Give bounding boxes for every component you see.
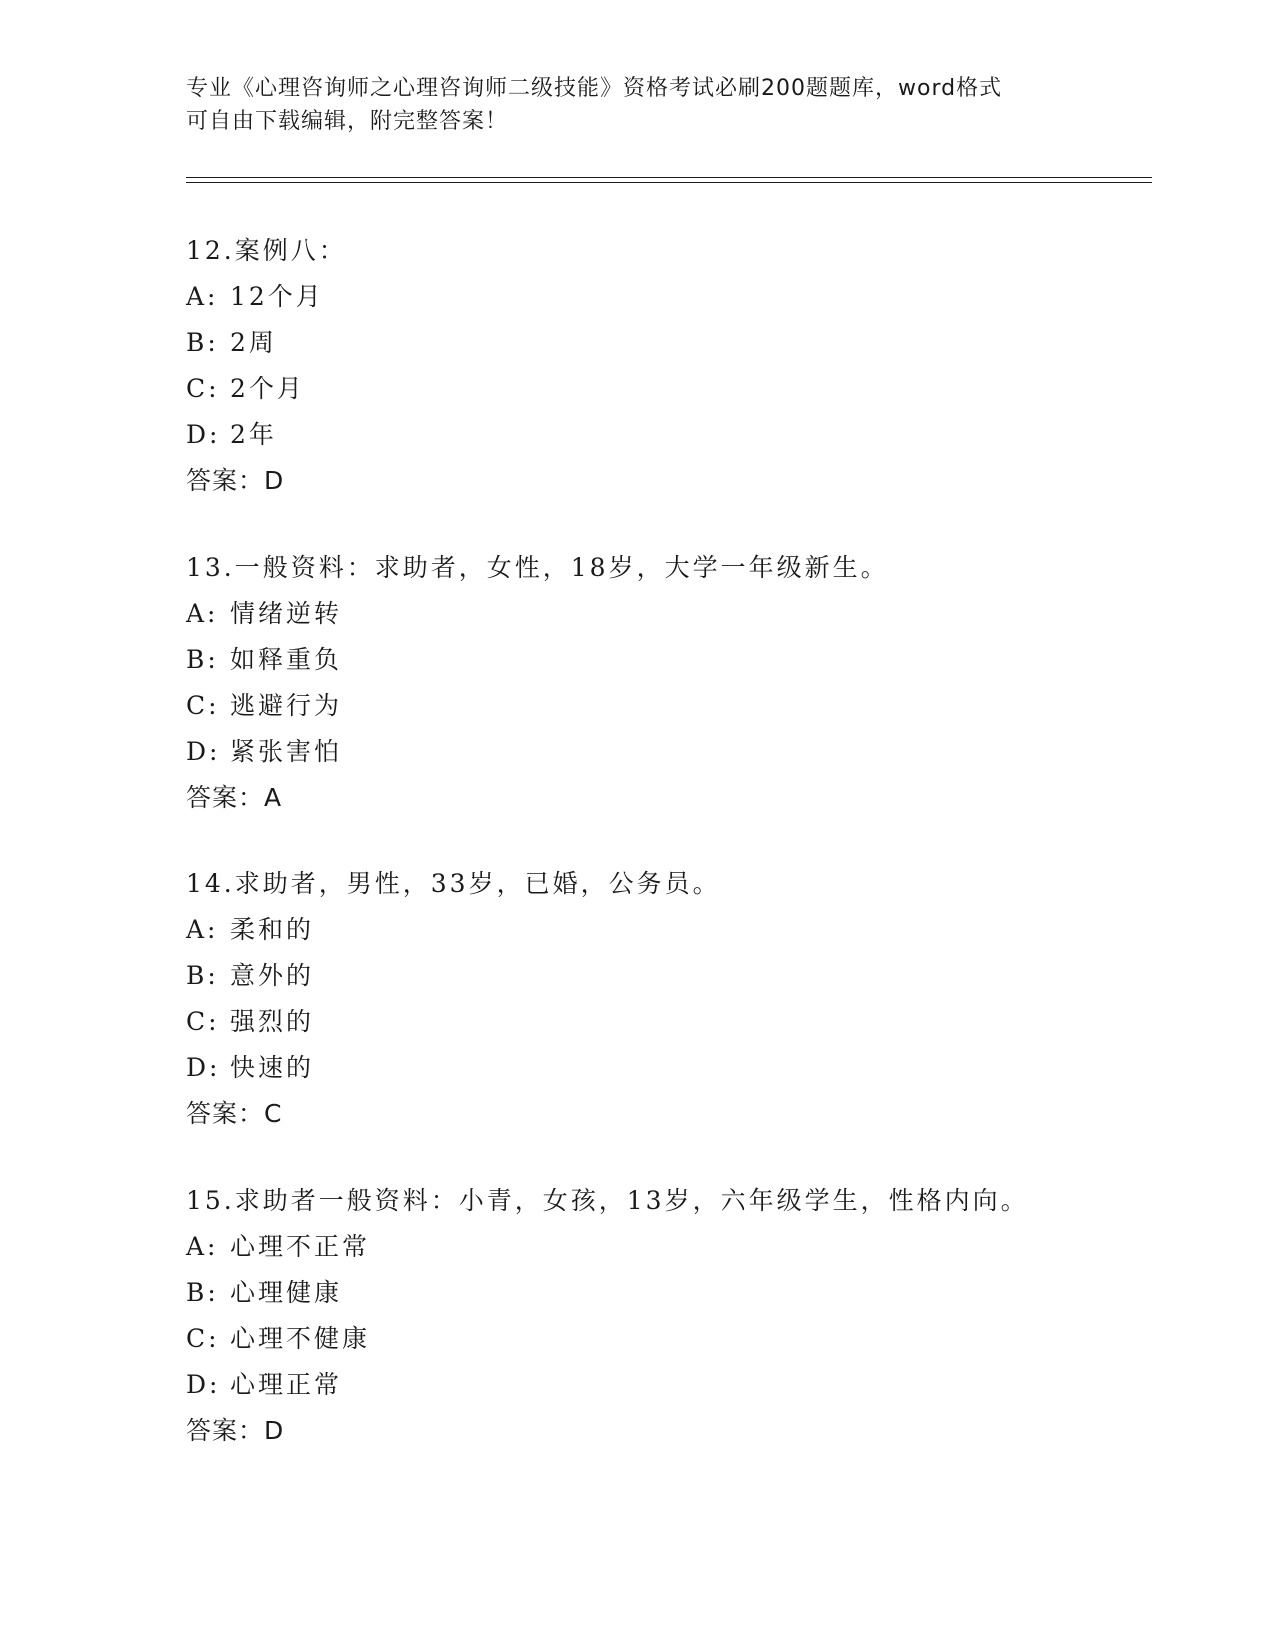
option-letter: A:	[186, 1232, 219, 1261]
option-d	[186, 412, 1186, 458]
option-letter: B:	[186, 328, 219, 357]
option-text: 心理不正常	[230, 1232, 371, 1261]
option-a	[186, 274, 1186, 320]
option-d	[186, 1362, 1186, 1408]
option-d	[186, 1045, 1186, 1091]
option-d	[186, 729, 1186, 775]
header-line-1: 专业《心理咨询师之心理咨询师二级技能》资格考试必刷200题题库，word格式	[186, 76, 1003, 101]
option-a	[186, 591, 1186, 637]
answer: 答案：C	[186, 1099, 283, 1128]
question-stem: 15.求助者一般资料：小青，女孩，13岁，六年级学生，性格内向。	[186, 1186, 1029, 1215]
option-text: 快速的	[230, 1053, 315, 1082]
option-c	[186, 683, 1186, 729]
answer: 答案：D	[186, 1416, 285, 1445]
question-stem: 12.案例八：	[186, 236, 347, 265]
document-header	[186, 72, 1086, 138]
option-c	[186, 366, 1186, 412]
question-15	[186, 1178, 1186, 1454]
option-letter: A:	[186, 282, 219, 311]
option-text: 紧张害怕	[230, 737, 343, 766]
option-text: 柔和的	[230, 915, 315, 944]
option-text: 意外的	[230, 961, 315, 990]
answer: 答案：D	[186, 466, 285, 495]
option-letter: C:	[186, 691, 220, 720]
question-stem: 14.求助者，男性，33岁，已婚，公务员。	[186, 869, 721, 898]
option-b	[186, 953, 1186, 999]
option-text: 心理不健康	[230, 1324, 371, 1353]
option-c	[186, 1316, 1186, 1362]
option-text: 情绪逆转	[230, 599, 343, 628]
option-b	[186, 1270, 1186, 1316]
header-divider-bottom	[186, 182, 1152, 183]
question-13	[186, 545, 1186, 821]
option-a	[186, 907, 1186, 953]
answer: 答案：A	[186, 783, 283, 812]
option-text: 2年	[230, 420, 277, 449]
option-a	[186, 1224, 1186, 1270]
option-text: 如释重负	[230, 645, 343, 674]
option-c	[186, 999, 1186, 1045]
option-letter: D:	[186, 420, 221, 449]
option-letter: C:	[186, 1324, 220, 1353]
header-line-2: 可自由下载编辑，附完整答案！	[186, 109, 509, 134]
option-text: 心理健康	[230, 1278, 343, 1307]
option-text: 12个月	[230, 282, 324, 311]
option-letter: D:	[186, 1053, 221, 1082]
option-letter: B:	[186, 1278, 219, 1307]
option-b	[186, 637, 1186, 683]
option-letter: A:	[186, 599, 219, 628]
option-text: 2个月	[230, 374, 305, 403]
option-letter: C:	[186, 1007, 220, 1036]
option-letter: D:	[186, 1370, 221, 1399]
option-text: 逃避行为	[230, 691, 343, 720]
question-12	[186, 228, 1186, 504]
option-letter: B:	[186, 961, 219, 990]
option-text: 强烈的	[230, 1007, 315, 1036]
option-letter: A:	[186, 915, 219, 944]
question-14	[186, 861, 1186, 1137]
header-divider-top	[186, 177, 1152, 178]
option-letter: C:	[186, 374, 220, 403]
option-letter: D:	[186, 737, 221, 766]
option-letter: B:	[186, 645, 219, 674]
option-b	[186, 320, 1186, 366]
option-text: 心理正常	[230, 1370, 343, 1399]
question-stem: 13.一般资料：求助者，女性，18岁，大学一年级新生。	[186, 553, 889, 582]
option-text: 2周	[230, 328, 277, 357]
